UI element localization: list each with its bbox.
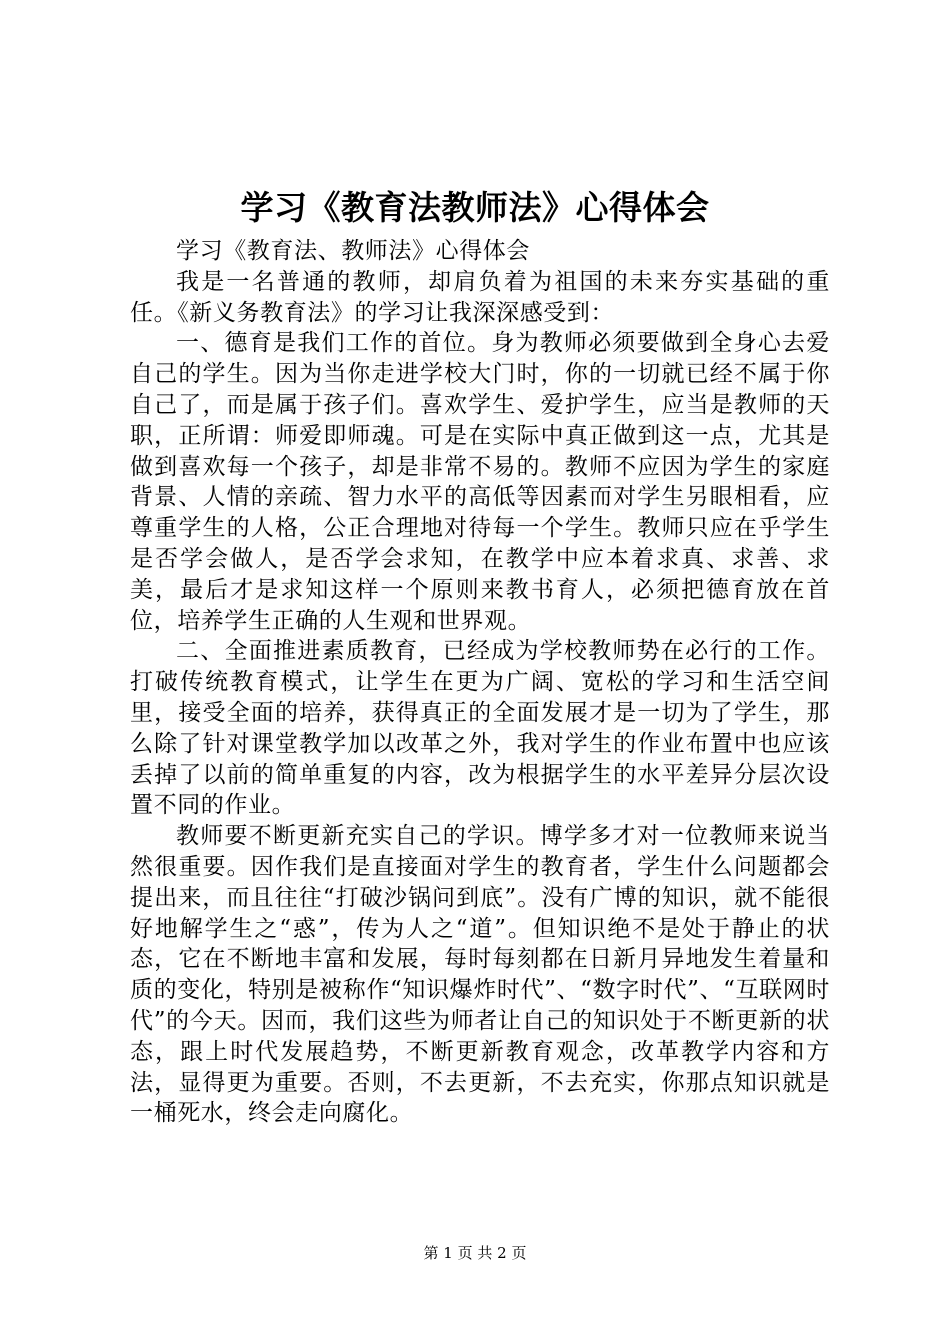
document-title: 学习《教育法教师法》心得体会: [240, 188, 710, 227]
document-body: [130, 236, 830, 1129]
page-number-footer: 第 1 页 共 2 页: [423, 1244, 527, 1262]
paragraph-intro: 我是一名普通的教师，却肩负着为祖国的未来夯实基础的重任。《新义务教育法》的学习让我深深感受到：: [130, 268, 830, 326]
paragraph-quality-education: 二、全面推进素质教育，已经成为学校教师势在必行的工作。打破传统教育模式，让学生在更为广阔、宽松的学习和生活空间里，接受全面的培养，获得真正的全面发展才是一切为了学生，那么除了针对课堂教学加以改革之外，我对学生的作业布置中也应该丢掉了以前的简单重复的内容，改为根据学生的水平差异分层次设置不同的作业。: [130, 638, 830, 819]
paragraph-moral-education: 一、德育是我们工作的首位。身为教师必须要做到全身心去爱自己的学生。因为当你走进学校大门时，你的一切就已经不属于你自己了，而是属于孩子们。喜欢学生、爱护学生，应当是教师的天职，正所谓：师爱即师魂。可是在实际中真正做到这一点，尤其是做到喜欢每一个孩子，却是非常不易的。教师不应因为学生的家庭背景、人情的亲疏、智力水平的高低等因素而对学生另眼相看，应尊重学生的人格，公正合理地对待每一个学生。教师只应在乎学生是否学会做人，是否学会求知，在教学中应本着求真、求善、求美，最后才是求知这样一个原则来教书育人，必须把德育放在首位，培养学生正确的人生观和世界观。: [130, 330, 830, 634]
paragraph-update-knowledge: 教师要不断更新充实自己的学识。博学多才对一位教师来说当然很重要。因作我们是直接面对学生的教育者，学生什么问题都会提出来，而且往往“打破沙锅问到底”。没有广博的知识，就不能很好地解学生之“惑”，传为人之“道”。但知识绝不是处于静止的状态，它在不断地丰富和发展，每时每刻都在日新月异地发生着量和质的变化，特别是被称作“知识爆炸时代”、“数字时代”、“互联网时代”的今天。因而，我们这些为师者让自己的知识处于不断更新的状态，跟上时代发展趋势，不断更新教育观念，改革教学内容和方法，显得更为重要。否则，不去更新，不去充实，你那点知识就是一桶死水，终会走向腐化。: [130, 823, 830, 1127]
paragraph-subtitle: 学习《教育法、教师法》心得体会: [176, 238, 530, 264]
